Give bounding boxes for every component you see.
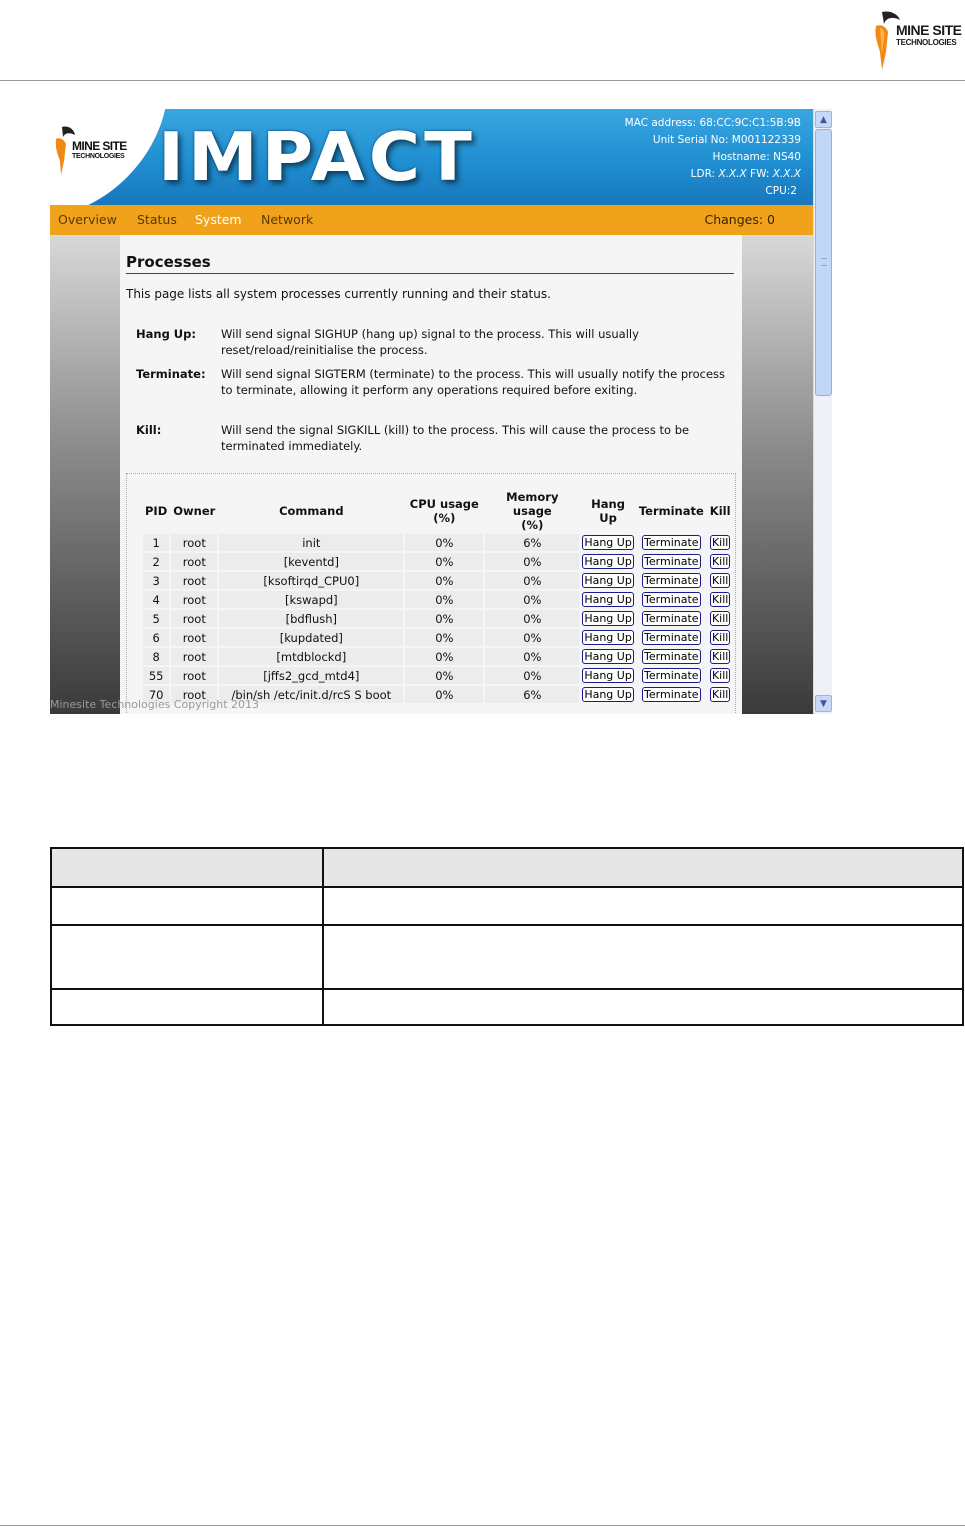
process-owner: root [171,667,217,684]
table-row [143,610,733,627]
doc-table-cell [323,925,963,989]
process-memory: 6% [485,534,579,551]
hangup-cell [581,610,635,627]
process-memory: 0% [485,572,579,589]
hangup-button[interactable]: Hang Up [584,612,632,625]
terminate-button[interactable]: Terminate [644,555,699,568]
table-row [143,629,733,646]
process-memory: 0% [485,591,579,608]
col-owner: Owner [173,504,216,518]
table-row [143,648,733,665]
nav-bar [50,205,813,236]
terminate-button[interactable]: Terminate [644,669,699,682]
doc-table-header-row [51,848,963,887]
process-owner: root [171,572,217,589]
hangup-button[interactable]: Hang Up [584,555,632,568]
nav-item-status[interactable]: Status [137,212,177,227]
process-command: [kupdated] [219,629,403,646]
table-row [143,667,733,684]
hangup-button[interactable]: Hang Up [584,631,632,644]
table-header-row [143,490,733,532]
hangup-button[interactable]: Hang Up [584,650,632,663]
hangup-cell [581,553,635,570]
table-row [143,534,733,551]
process-command: init [219,534,403,551]
header-rule [0,80,965,81]
kill-cell [708,591,733,608]
process-command: [bdflush] [219,610,403,627]
doc-table-cell [51,848,323,887]
hangup-cell [581,591,635,608]
definition-text: Will send the signal SIGKILL (kill) to the process. This will cause the process to be terminated immediately. [221,423,690,453]
kill-cell [708,572,733,589]
browser-screenshot [50,109,832,714]
terminate-button[interactable]: Terminate [644,688,699,701]
browser-viewport [50,109,813,714]
hangup-cell [581,648,635,665]
title-rule [126,273,734,274]
kill-cell [708,648,733,665]
terminate-cell [637,591,706,608]
terminate-cell [637,667,706,684]
kill-cell [708,553,733,570]
kill-cell [708,629,733,646]
process-command: /bin/sh /etc/init.d/rcS S boot [219,686,403,703]
process-pid: 3 [143,572,169,589]
logo-text-secondary: TECHNOLOGIES [896,38,957,47]
process-owner: root [171,686,217,703]
process-owner: root [171,629,217,646]
kill-button[interactable]: Kill [711,688,729,701]
banner-logo [54,125,144,185]
process-cpu: 0% [405,629,483,646]
terminate-button[interactable]: Terminate [644,631,699,644]
kill-cell [708,686,733,703]
process-command: [ksoftirqd_CPU0] [219,572,403,589]
kill-cell [708,667,733,684]
process-pid: 2 [143,553,169,570]
page-intro: This page lists all system processes currently running and their status. [126,287,551,301]
col-memory: Memory usage (%) [506,490,559,532]
doc-table-cell [323,989,963,1025]
terminate-cell [637,648,706,665]
kill-button[interactable]: Kill [711,593,729,606]
nav-item-network[interactable]: Network [261,212,314,227]
terminate-cell [637,572,706,589]
fw-value: X.X.X [772,168,801,180]
terminate-button[interactable]: Terminate [644,574,699,587]
unit-serial: Unit Serial No: M001122339 [652,134,801,146]
hostname: Hostname: NS40 [712,151,801,163]
doc-table-row [51,989,963,1025]
col-hangup: Hang Up [591,497,625,525]
terminate-cell [637,686,706,703]
terminate-cell [637,610,706,627]
col-cpu: CPU usage (%) [409,497,479,525]
changes-counter[interactable]: Changes: 0 [704,212,775,227]
mac-address: MAC address: 68:CC:9C:C1:5B:9B [624,117,801,129]
hangup-button[interactable]: Hang Up [584,688,632,701]
kill-button[interactable]: Kill [711,650,729,663]
hangup-button[interactable]: Hang Up [584,593,632,606]
process-memory: 0% [485,610,579,627]
hangup-button[interactable]: Hang Up [584,536,632,549]
vertical-scrollbar[interactable] [813,109,832,714]
process-owner: root [171,591,217,608]
terminate-button[interactable]: Terminate [644,536,699,549]
terminate-cell [637,629,706,646]
fw-label: FW: [746,168,773,180]
right-gutter [742,235,813,714]
scroll-up-icon[interactable]: ▲ [815,111,832,128]
terminate-cell [637,534,706,551]
document-table [50,847,964,1026]
process-cpu: 0% [405,534,483,551]
definition-text: Will send signal SIGTERM (terminate) to the process. This will usually notify the process to terminate, allowing it perform any operations required before exiting. [221,367,726,397]
kill-button[interactable]: Kill [711,574,729,587]
hangup-cell [581,572,635,589]
copyright-footer: Minesite Technologies Copyright 2013 [50,698,260,711]
process-command: [jffs2_gcd_mtd4] [219,667,403,684]
footer-rule [0,1525,965,1526]
ldr-label: LDR: [690,168,719,180]
process-memory: 0% [485,648,579,665]
kill-button[interactable]: Kill [711,669,729,682]
col-command: Command [279,504,344,518]
kill-button[interactable]: Kill [711,555,729,568]
process-pid: 1 [143,534,169,551]
kill-cell [708,610,733,627]
process-table [141,488,735,705]
process-command: [kswapd] [219,591,403,608]
process-table-container [126,473,736,714]
doc-table-cell [51,989,323,1025]
process-owner: root [171,648,217,665]
doc-table-row [51,925,963,989]
firmware-versions [625,166,801,183]
nav-item-system[interactable]: System [195,212,242,227]
doc-table-cell [323,887,963,925]
scrollbar-thumb[interactable] [815,129,832,396]
process-memory: 0% [485,629,579,646]
kill-cell [708,534,733,551]
doc-table-cell [51,887,323,925]
process-cpu: 0% [405,553,483,570]
terminate-button[interactable]: Terminate [644,612,699,625]
process-cpu: 0% [405,610,483,627]
hangup-cell [581,534,635,551]
process-cpu: 0% [405,572,483,589]
hangup-button[interactable]: Hang Up [584,669,632,682]
process-pid: 55 [143,667,169,684]
process-cpu: 0% [405,648,483,665]
table-row [143,591,733,608]
process-pid: 5 [143,610,169,627]
definition-text: Will send signal SIGHUP (hang up) signal to the process. This will usually reset/reload/reinitialise the process. [221,327,639,357]
hangup-cell [581,667,635,684]
process-command: [mtdblockd] [219,648,403,665]
main-content [120,235,742,714]
process-memory: 0% [485,553,579,570]
hangup-cell [581,686,635,703]
logo-text-primary: MINE SITE [896,22,962,38]
product-title: IMPACT [158,118,476,196]
terminate-button[interactable]: Terminate [644,650,699,663]
hangup-button[interactable]: Hang Up [584,574,632,587]
process-owner: root [171,534,217,551]
doc-table-row [51,887,963,925]
terminate-cell [637,553,706,570]
process-pid: 6 [143,629,169,646]
process-memory: 6% [485,686,579,703]
definition-term: Terminate: [136,367,206,381]
process-pid: 8 [143,648,169,665]
banner-logo-text-primary: MINE SITE [72,139,127,153]
process-pid: 4 [143,591,169,608]
terminate-button[interactable]: Terminate [644,593,699,606]
process-cpu: 0% [405,686,483,703]
col-kill: Kill [709,504,731,518]
definition-term: Hang Up: [136,327,196,341]
table-row [143,553,733,570]
company-logo [872,4,964,74]
definition-term: Kill: [136,423,162,437]
doc-table-cell [51,925,323,989]
cpu-info: CPU:2 [765,185,797,197]
process-table-body [143,534,733,703]
col-pid: PID [145,504,168,518]
kill-button[interactable]: Kill [711,536,729,549]
process-pid: 70 [143,686,169,703]
hangup-cell [581,629,635,646]
scroll-down-icon[interactable]: ▼ [815,695,832,712]
process-owner: root [171,553,217,570]
process-memory: 0% [485,667,579,684]
table-row [143,572,733,589]
page-title: Processes [126,253,211,271]
process-cpu: 0% [405,591,483,608]
process-command: [keventd] [219,553,403,570]
banner-logo-text-secondary: TECHNOLOGIES [72,153,125,160]
process-owner: root [171,610,217,627]
left-gutter [50,235,120,714]
ldr-value: X.X.X [718,168,747,180]
doc-table-cell [323,848,963,887]
nav-item-overview[interactable]: Overview [58,212,117,227]
kill-button[interactable]: Kill [711,631,729,644]
app-banner [50,109,813,205]
device-info [625,115,801,200]
col-terminate: Terminate [638,504,704,518]
process-cpu: 0% [405,667,483,684]
kill-button[interactable]: Kill [711,612,729,625]
